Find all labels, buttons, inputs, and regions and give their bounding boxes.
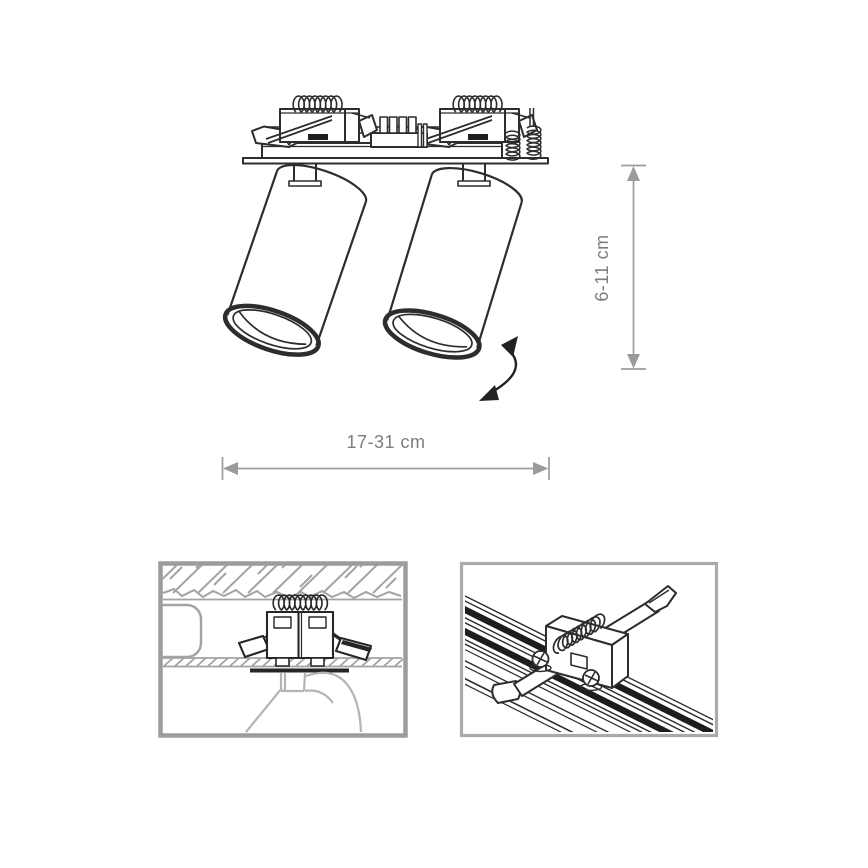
spotlight-cylinder-left (219, 155, 373, 364)
vertical-dimension (592, 166, 646, 370)
detail-box-track (430, 564, 734, 801)
vertical-dimension-label: 6-11 cm (592, 234, 612, 302)
spring-clip-left (252, 96, 377, 147)
spring-clip-right (412, 96, 537, 147)
horizontal-dimension-label: 17-31 cm (346, 432, 426, 452)
detail-box-ceiling (140, 559, 406, 736)
terminal-block (371, 117, 427, 147)
tilt-arrow-icon (479, 336, 518, 401)
spotlight-cylinder-right (380, 159, 529, 367)
fixture-drawing (219, 96, 548, 401)
horizontal-dimension (223, 432, 550, 480)
